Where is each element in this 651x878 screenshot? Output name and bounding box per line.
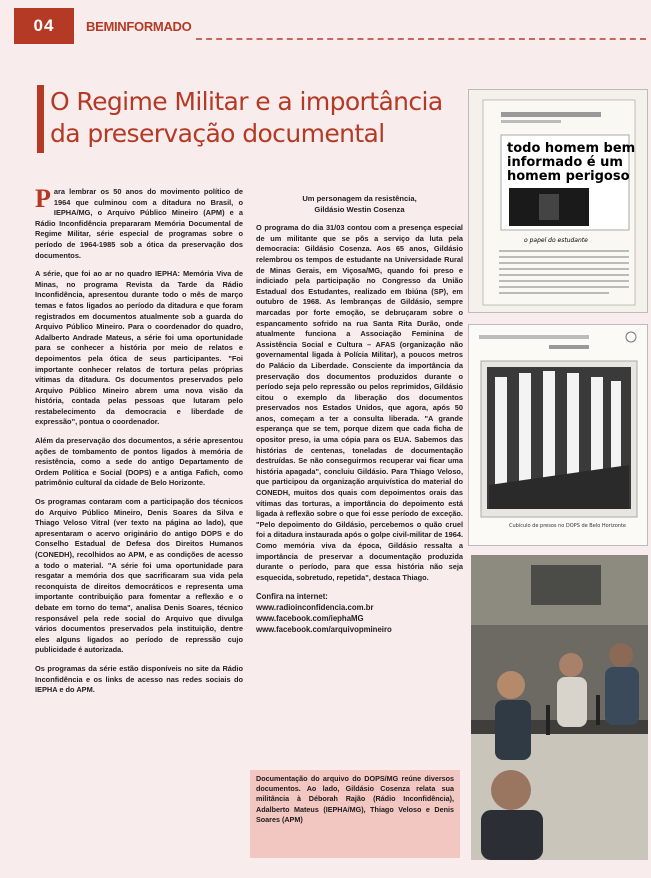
dops-cell-photo: [468, 324, 648, 546]
svg-text:Cubículo de presos no DOPS de: Cubículo de presos no DOPS de Belo Horizonte: [509, 523, 626, 529]
studio-scene-graphic: [471, 555, 648, 860]
title-line-1: O Regime Militar e a importância: [50, 87, 443, 116]
article-column-1: [35, 184, 243, 704]
article-title: [50, 86, 460, 150]
headline-accent-bar: [37, 85, 44, 153]
svg-text:informado é um: informado é um: [507, 155, 623, 170]
paragraph: Os programas da série estão disponíveis no site da Rádio Inconfidência e os links de acesso nas redes sociais do IEPHA e do APM.: [35, 663, 243, 695]
link-radio[interactable]: www.radioinconfidencia.com.br: [256, 603, 374, 613]
drop-cap: P: [35, 184, 51, 213]
links-label: Confira na internet:: [256, 592, 328, 602]
scanned-document-image: [468, 89, 648, 313]
article-column-2: [256, 194, 463, 635]
section-brand: BEMINFORMADO: [86, 19, 192, 34]
links-box: [256, 591, 463, 635]
link-apm[interactable]: www.facebook.com/arquivopmineiro: [256, 625, 392, 635]
photo-caption: Documentação do arquivo do DOPS/MG reúne diversos documentos. Ao lado, Gildásio Cosenza relata sua militância à Déborah Rajão (Rádio Inconfidência), Adalberto Mateus (IEPHA/MG), Thiago Veloso e Denis Soares (APM): [250, 770, 460, 858]
document-scan-graphic: [469, 90, 647, 312]
title-line-2: da preservação documental: [50, 119, 385, 148]
link-iepha[interactable]: www.facebook.com/iephaMG: [256, 614, 364, 624]
paragraph: Para lembrar os 50 anos do movimento político de 1964 que culminou com a ditadura no Brasil, o IEPHA/MG, o Arquivo Público Mineiro (APM) e a Rádio Inconfidência prepararam Memória Documental de Regime Militar, série especial de programas sobre o período de 1964-1985 sob a ótica da preservação dos documentos.: [35, 184, 243, 260]
svg-text:o papel do estudante: o papel do estudante: [524, 237, 588, 244]
paragraph: O programa do dia 31/03 contou com a presença especial de um militante que se pôs a serviço da luta pela democracia: Gildásio Cosenza. Aos 65 anos, Gildásio relembrou os tempos de estudante na Universidade Rural de Minas Gerais, em Viçosa/MG, quando foi preso e indiciado pela participação no Congresso da União Estadual dos Estudantes, realizado em Ibiúna (SP), em outubro de 1968. As lembranças de Gildásio, sempre marcadas por forte emoção, se debruçaram sobre o espancamento sofrido na rua Santa Rita Durão, onde atualmente funciona a Associação Feminina de Assistência Social e Cultura – AFAS (organização não governamental ligada à Polícia Militar), a poucos metros do Palácio da Liberdade. Consciente da importância da preservação dos documentos produzidos durante o período seja pelo repressão ou pelos reprimidos, Gildásio citou o exemplo da liberação dos documentos preservados nos Estados Unidos, que agora, após 50 anos, começam a ter a consulta liberada. "A grande esperança que se tem, porque dizem que cada ficha de opositor preso, ia uma cópia para os EUA. Sabemos das histórias de centenas, toneladas de documentação destruídas. Se não conseguirmos recuperar vai ficar uma história apagada", concluiu Gildásio. Para Thiago Veloso, que participou da organização arquivística do material do CONEDH, muitos dos quais com depoimentos orais das vítimas das torturas, a importância do depoimento está ligada à reflexão sobre o que foi esse período de exceção. "Pelo depoimento do Gildásio, percebemos o quão cruel foi a ditadura instaurada após o golpe civil-militar de 1964. Como memória viva da época, Gildásio ressalta a importância de preservar a documentação produzida durante o período, para que essa história não seja esquecida, sobretudo, repetida", destaca Thiago.: [256, 223, 463, 582]
radio-studio-photo: [471, 555, 648, 860]
page-header: [0, 0, 651, 50]
page-number: 04: [14, 8, 74, 44]
header-divider: [196, 38, 646, 40]
paragraph: Os programas contaram com a participação dos técnicos do Arquivo Público Mineiro, Denis Soares da Silva e Thiago Veloso Vitral (ver texto na página ao lado), que apresentaram o acervo originário do antigo DOPS e do Conselho Estadual de Defesa dos Direitos Humanos (CONEDH), recolhidos ao APM, e as condições de acesso a todo o material. "A série foi uma oportunidade para resgatar a memória dos que sacrificaram sua vida pela reconquista de direitos democráticos e representa uma importante contribuição para fomentar a reflexão e o debate em torno do tema", analisa Denis Soares, técnico responsável pela rede social do Arquivo que divulga vários documentos preservados pela instituição, dentre eles alguns ligados ao período de repressão cujo publicidade é autorizada.: [35, 497, 243, 655]
svg-text:todo homem bem: todo homem bem: [507, 141, 636, 156]
paragraph: A série, que foi ao ar no quadro IEPHA: Memória Viva de Minas, no programa Revista da Tarde da Rádio Inconfidência, apresentou durante todo o mês de março temas e fatos ligados ao período da ditadura e que foram registrados em documentos atualmente sob a guarda do Arquivo Público Mineiro. Para o coordenador do quadro, Adalberto Andrade Mateus, a série foi uma oportunidade para se conhecer a história por meio de relatos e depoimentos pela ótica de seus participantes. "Foi importante conhecer relatos de tortura pelas próprias vítimas da ditadura. Os documentos preservados pelo Arquivo Público Mineiro abrem uma nova visão da história, contada pelas pessoas que lutaram pelo restabelecimento da democracia e liberdade de expressão", pontua o coordenador.: [35, 269, 243, 427]
section-subhead: Um personagem da resistência, Gildásio Westin Cosenza: [302, 194, 417, 214]
svg-text:homem perigoso: homem perigoso: [507, 169, 630, 184]
paragraph: Além da preservação dos documentos, a série apresentou ações de tombamento de pontos ligados à memória de resistência, como a sede do antigo Departamento de Ordem Política e Social (DOPS) e a antiga Fafich, como patrimônio cultural da cidade de Belo Horizonte.: [35, 436, 243, 488]
cell-bars-graphic: [469, 325, 647, 545]
